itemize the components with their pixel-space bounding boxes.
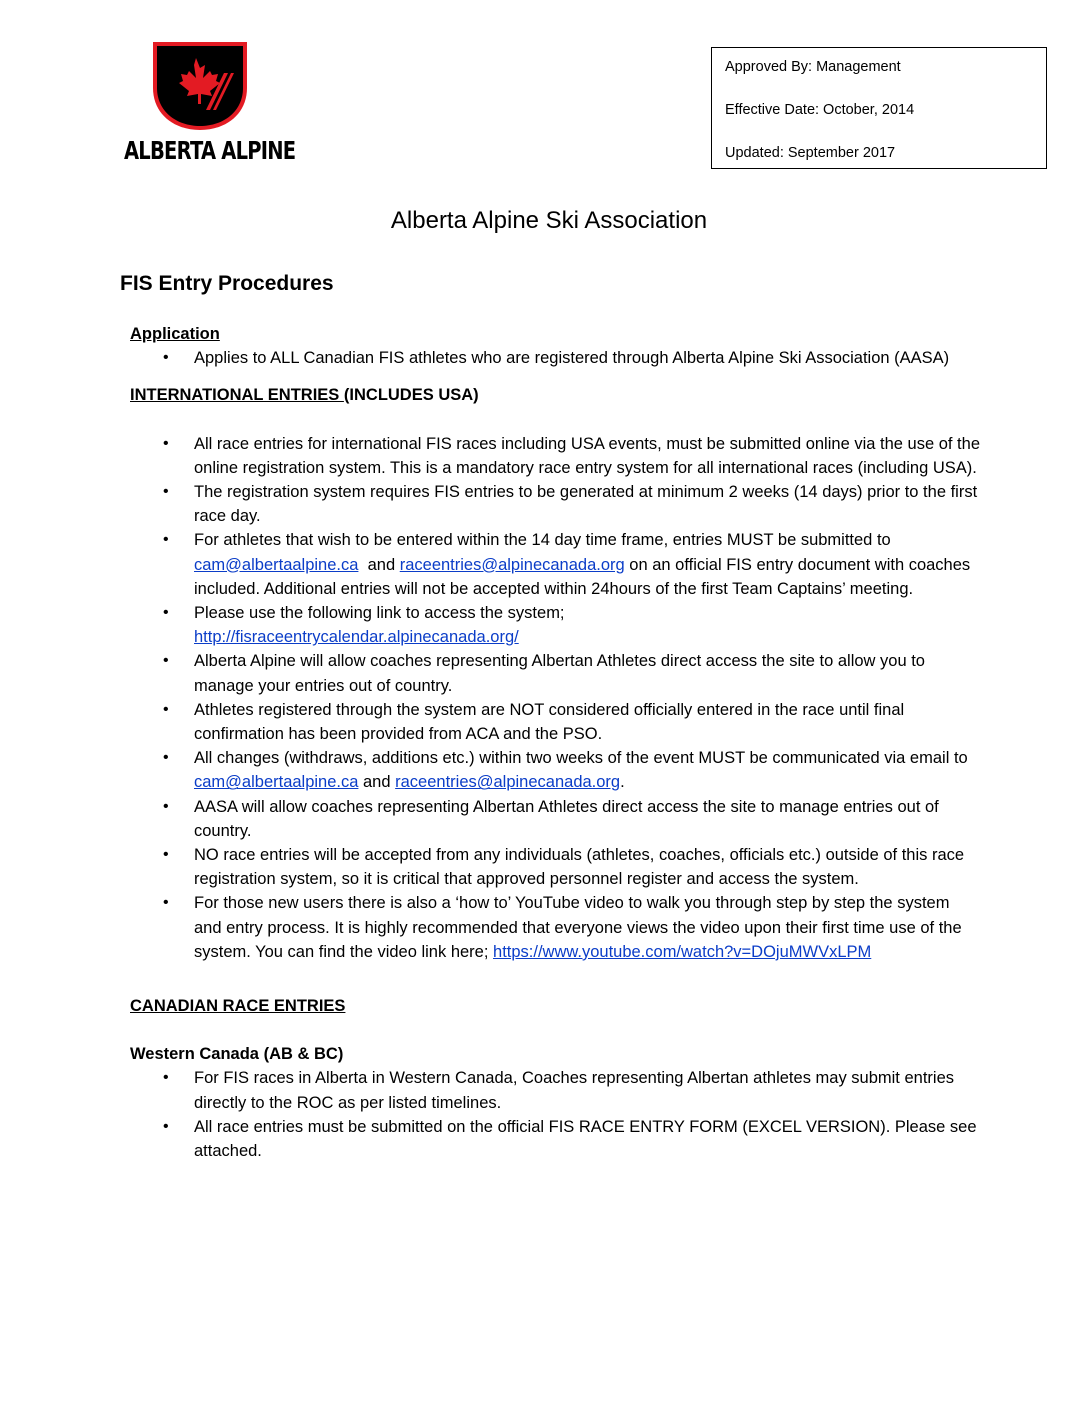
maple-leaf-shield-icon — [150, 40, 250, 132]
international-heading-underlined: INTERNATIONAL ENTRIES — [130, 386, 344, 405]
list-item: • Athletes registered through the system are NOT considered officially entered in the race until final confirmation has been provided from ACA and the PSO. — [130, 698, 980, 746]
approved-by: Approved By: Management — [725, 59, 901, 75]
alberta-alpine-logo — [124, 40, 296, 170]
logo-text: ALBERTA ALPINE — [124, 136, 296, 165]
email-link-raceentries[interactable]: raceentries@alpinecanada.org — [395, 773, 621, 792]
international-heading-suffix: (INCLUDES USA) — [343, 386, 479, 405]
list-text: Please use the following link to access the system; — [194, 604, 565, 623]
list-text: All changes (withdraws, additions etc.) within two weeks of the event MUST be communicated via email to — [194, 749, 968, 768]
effective-date: Effective Date: October, 2014 — [725, 102, 915, 118]
email-link-cam[interactable]: cam@albertaalpine.ca — [194, 555, 359, 574]
list-item — [130, 891, 980, 964]
canadian-heading: CANADIAN RACE ENTRIES — [130, 997, 346, 1016]
list-item: • Alberta Alpine will allow coaches representing Albertan Athletes direct access the site to allow you to manage your entries out of country. — [130, 649, 980, 697]
list-text: For athletes that wish to be entered within the 14 day time frame, entries MUST be submitted to — [194, 531, 891, 550]
list-item: • All race entries must be submitted on the official FIS RACE ENTRY FORM (EXCEL VERSION). Please see attached. — [130, 1115, 980, 1163]
list-item: • AASA will allow coaches representing Albertan Athletes direct access the site to manage entries out of country. — [130, 795, 980, 843]
list-item: • Applies to ALL Canadian FIS athletes who are registered through Alberta Alpine Ski Association (AASA) — [130, 346, 980, 370]
western-canada-heading: Western Canada (AB & BC) — [130, 1045, 344, 1064]
list-item: • NO race entries will be accepted from any individuals (athletes, coaches, officials etc.) outside of this race registration system, so it is critical that approved personnel register and access the system. — [130, 843, 980, 891]
email-link-cam[interactable]: cam@albertaalpine.ca — [194, 773, 359, 792]
list-text: . — [620, 773, 625, 792]
list-text: For those new users there is also a ‘how to’ YouTube video to walk you through step by step the system and entry process. It is highly recommended that everyone views the video upon their first time use of the system. You can find the video link here; — [194, 894, 962, 961]
international-list — [130, 432, 980, 964]
western-canada-list — [130, 1066, 980, 1163]
list-text: and — [358, 555, 400, 574]
list-item: • All race entries for international FIS races including USA events, must be submitted online via the use of the online registration system. This is a mandatory race entry system for all international races (including USA). — [130, 432, 980, 480]
list-item — [130, 528, 980, 601]
application-heading: Application — [130, 325, 220, 343]
application-list — [130, 346, 980, 370]
section-title: FIS Entry Procedures — [120, 272, 334, 295]
document-title: Alberta Alpine Ski Association — [390, 207, 708, 234]
document-control-box — [711, 47, 1047, 169]
list-item — [130, 601, 980, 649]
updated-date: Updated: September 2017 — [725, 145, 896, 161]
list-item — [130, 746, 980, 794]
youtube-video-link[interactable]: https://www.youtube.com/watch?v=DOjuMWVxLPM — [493, 942, 872, 961]
email-link-raceentries[interactable]: raceentries@alpinecanada.org — [399, 555, 625, 574]
list-text: on an official FIS entry document with coaches included. Additional entries will not be accepted within 24hours of the first Team Captains’ meeting. — [194, 555, 971, 598]
international-heading — [130, 383, 980, 407]
document-body — [130, 322, 980, 1163]
registration-system-link[interactable]: http://fisraceentrycalendar.alpinecanada.org/ — [194, 628, 519, 647]
list-item: • The registration system requires FIS entries to be generated at minimum 2 weeks (14 days) prior to the first race day. — [130, 480, 980, 528]
list-text: and — [358, 773, 396, 792]
list-item: • For FIS races in Alberta in Western Canada, Coaches representing Albertan athletes may submit entries directly to the ROC as per listed timelines. — [130, 1066, 980, 1114]
